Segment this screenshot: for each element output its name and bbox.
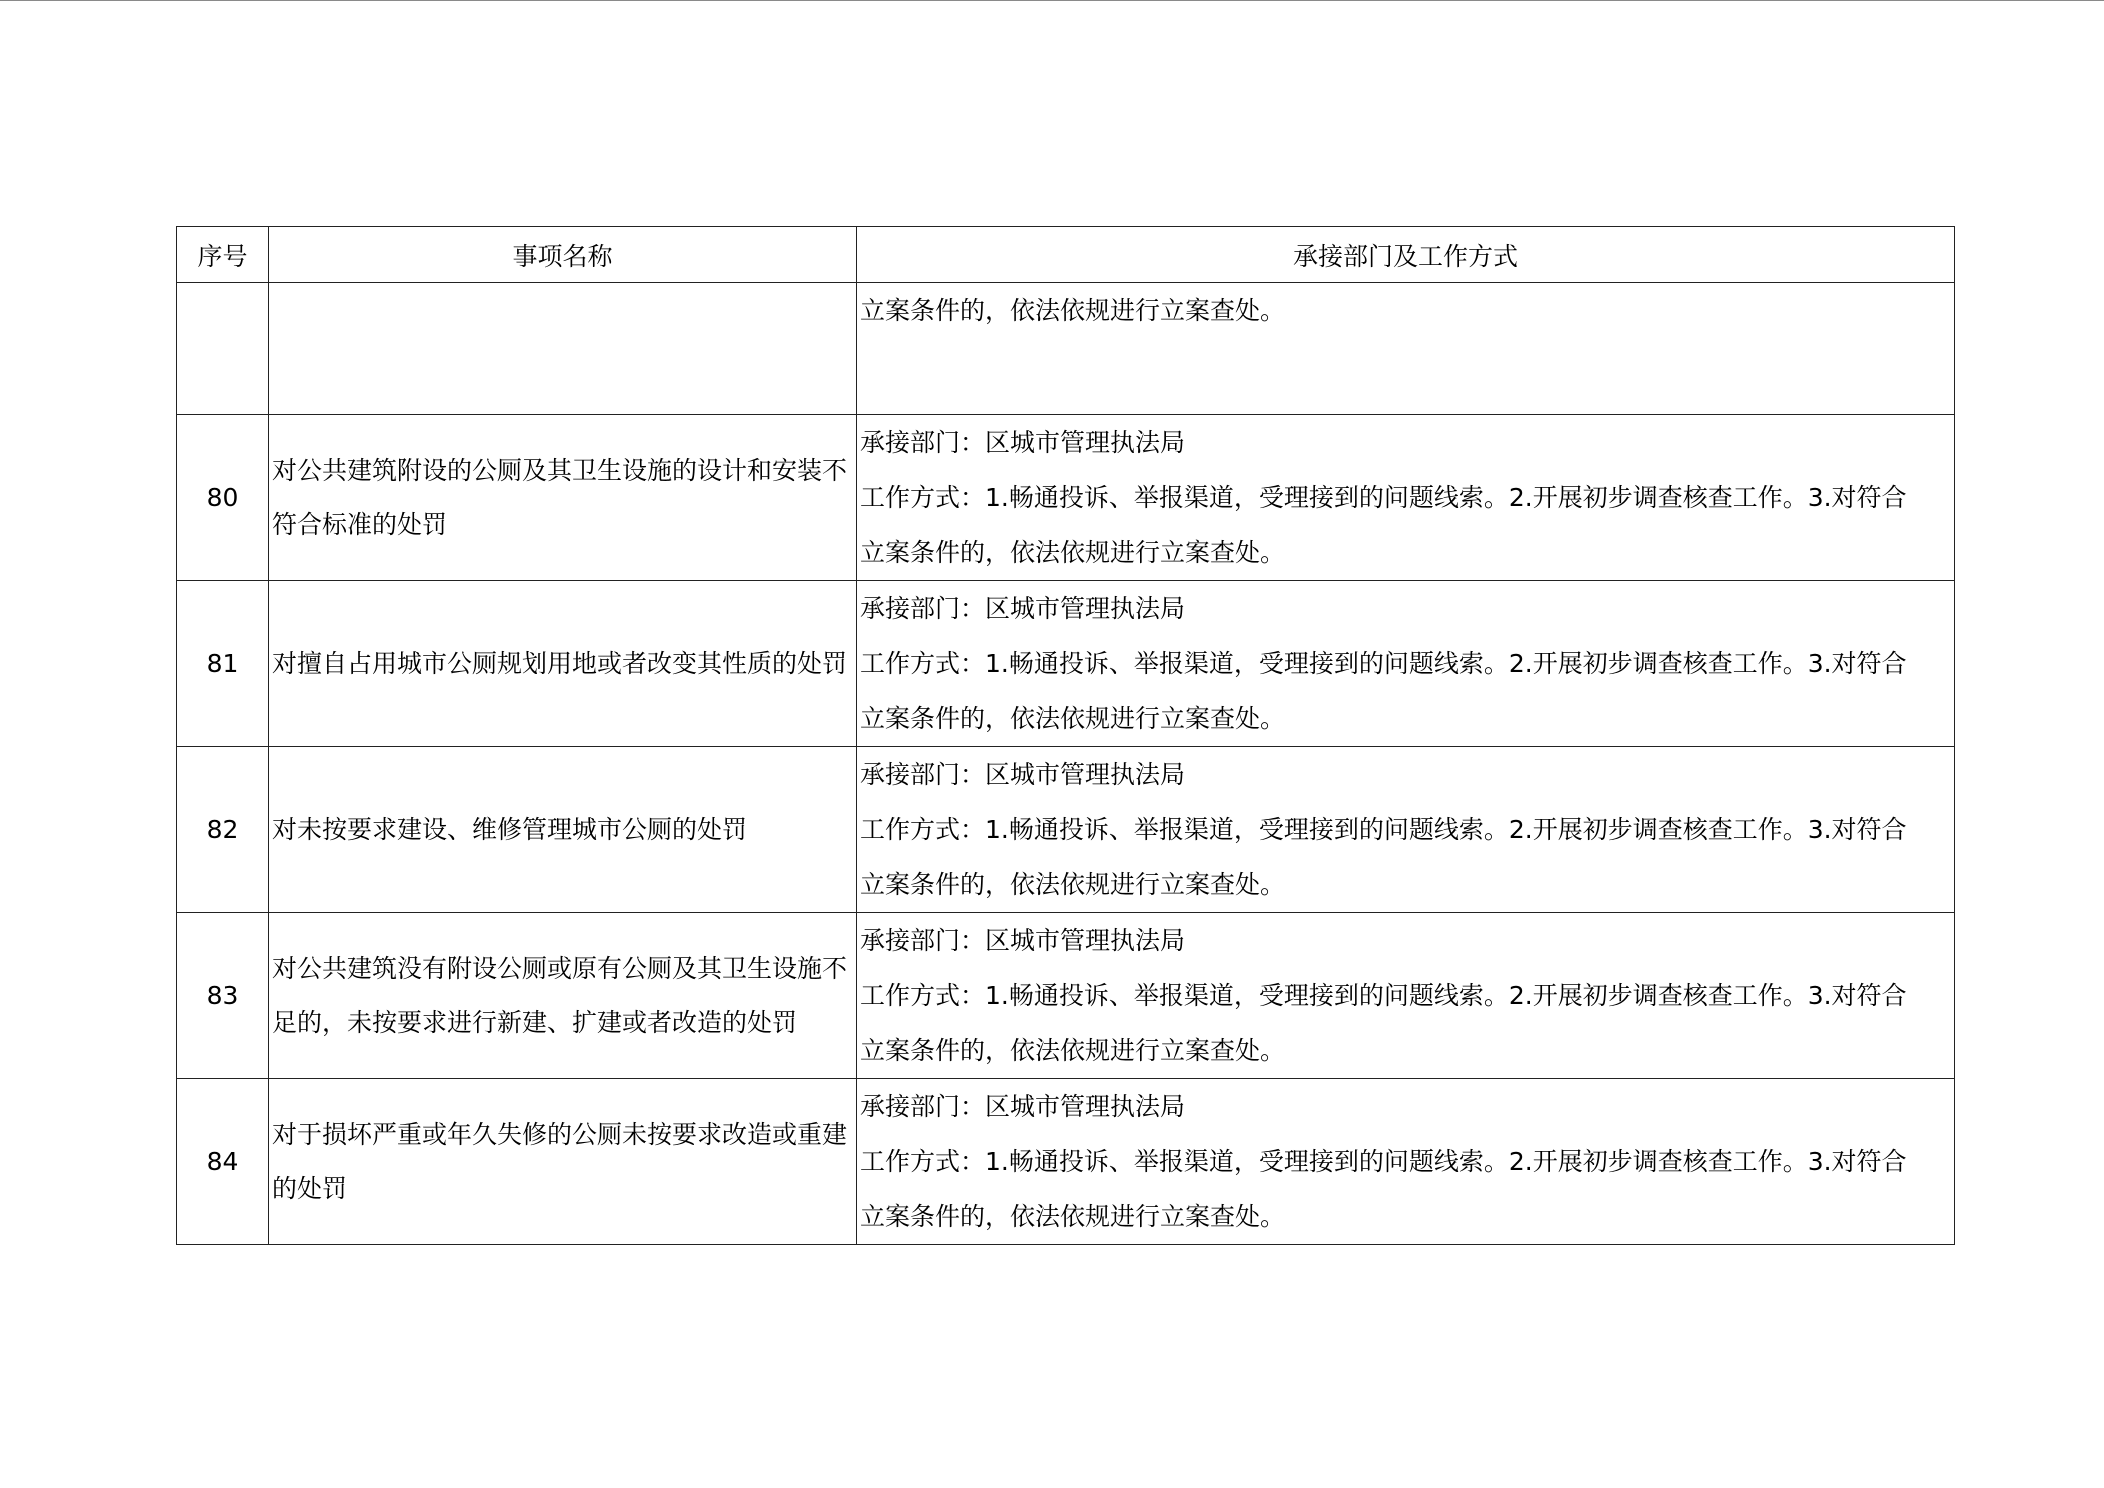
cell-num: 83 (177, 913, 269, 1079)
table-row (177, 415, 1955, 581)
dept-line: 承接部门：区城市管理执法局 (860, 594, 1186, 623)
cell-num: 81 (177, 581, 269, 747)
method-line: 工作方式：1.畅通投诉、举报渠道，受理接到的问题线索。2.开展初步调查核查工作。3.对符合 (860, 649, 1907, 678)
cell-name (269, 283, 857, 415)
dept-line: 承接部门：区城市管理执法局 (860, 1092, 1186, 1121)
method-line: 工作方式：1.畅通投诉、举报渠道，受理接到的问题线索。2.开展初步调查核查工作。3.对符合 (860, 981, 1907, 1010)
cell-dept (857, 913, 1955, 1079)
cell-name (269, 747, 857, 913)
item-name: 对擅自占用城市公厕规划用地或者改变其性质的处罚 (272, 648, 848, 678)
cell-name (269, 913, 857, 1079)
method-line-cont: 立案条件的，依法依规进行立案查处。 (860, 1036, 1286, 1065)
cell-dept (857, 415, 1955, 581)
cell-dept (857, 581, 1955, 747)
cell-num (177, 283, 269, 415)
dept-line: 承接部门：区城市管理执法局 (860, 760, 1186, 789)
dept-line: 承接部门：区城市管理执法局 (860, 926, 1186, 955)
cell-num: 80 (177, 415, 269, 581)
method-line-cont: 立案条件的，依法依规进行立案查处。 (860, 704, 1286, 733)
dept-line: 承接部门：区城市管理执法局 (860, 428, 1186, 457)
item-name: 对于损坏严重或年久失修的公厕未按要求改造或重建的处罚 (272, 1119, 848, 1203)
item-name: 对公共建筑附设的公厕及其卫生设施的设计和安装不符合标准的处罚 (272, 455, 848, 539)
header-dept: 承接部门及工作方式 (857, 227, 1955, 283)
cell-name (269, 581, 857, 747)
table-row (177, 913, 1955, 1079)
table-row (177, 747, 1955, 913)
item-name: 对未按要求建设、维修管理城市公厕的处罚 (272, 814, 748, 844)
table-row (177, 1079, 1955, 1245)
cell-dept (857, 1079, 1955, 1245)
header-num: 序号 (177, 227, 269, 283)
method-line-cont: 立案条件的，依法依规进行立案查处。 (860, 1202, 1286, 1231)
method-line-cont: 立案条件的，依法依规进行立案查处。 (860, 538, 1286, 567)
method-line: 工作方式：1.畅通投诉、举报渠道，受理接到的问题线索。2.开展初步调查核查工作。3.对符合 (860, 1147, 1907, 1176)
header-row (177, 227, 1955, 283)
item-name: 对公共建筑没有附设公厕或原有公厕及其卫生设施不足的，未按要求进行新建、扩建或者改造的处罚 (272, 953, 848, 1037)
method-line-cont: 立案条件的，依法依规进行立案查处。 (860, 870, 1286, 899)
cell-dept (857, 747, 1955, 913)
dept-line: 立案条件的，依法依规进行立案查处。 (860, 296, 1286, 325)
matters-table (176, 226, 1955, 1245)
cell-name (269, 1079, 857, 1245)
method-line: 工作方式：1.畅通投诉、举报渠道，受理接到的问题线索。2.开展初步调查核查工作。3.对符合 (860, 815, 1907, 844)
page-top-border (0, 0, 2104, 1)
cell-dept (857, 283, 1955, 415)
table-row-continuation (177, 283, 1955, 415)
header-name: 事项名称 (269, 227, 857, 283)
cell-num: 84 (177, 1079, 269, 1245)
table-row (177, 581, 1955, 747)
cell-num: 82 (177, 747, 269, 913)
method-line: 工作方式：1.畅通投诉、举报渠道，受理接到的问题线索。2.开展初步调查核查工作。3.对符合 (860, 483, 1907, 512)
cell-name (269, 415, 857, 581)
